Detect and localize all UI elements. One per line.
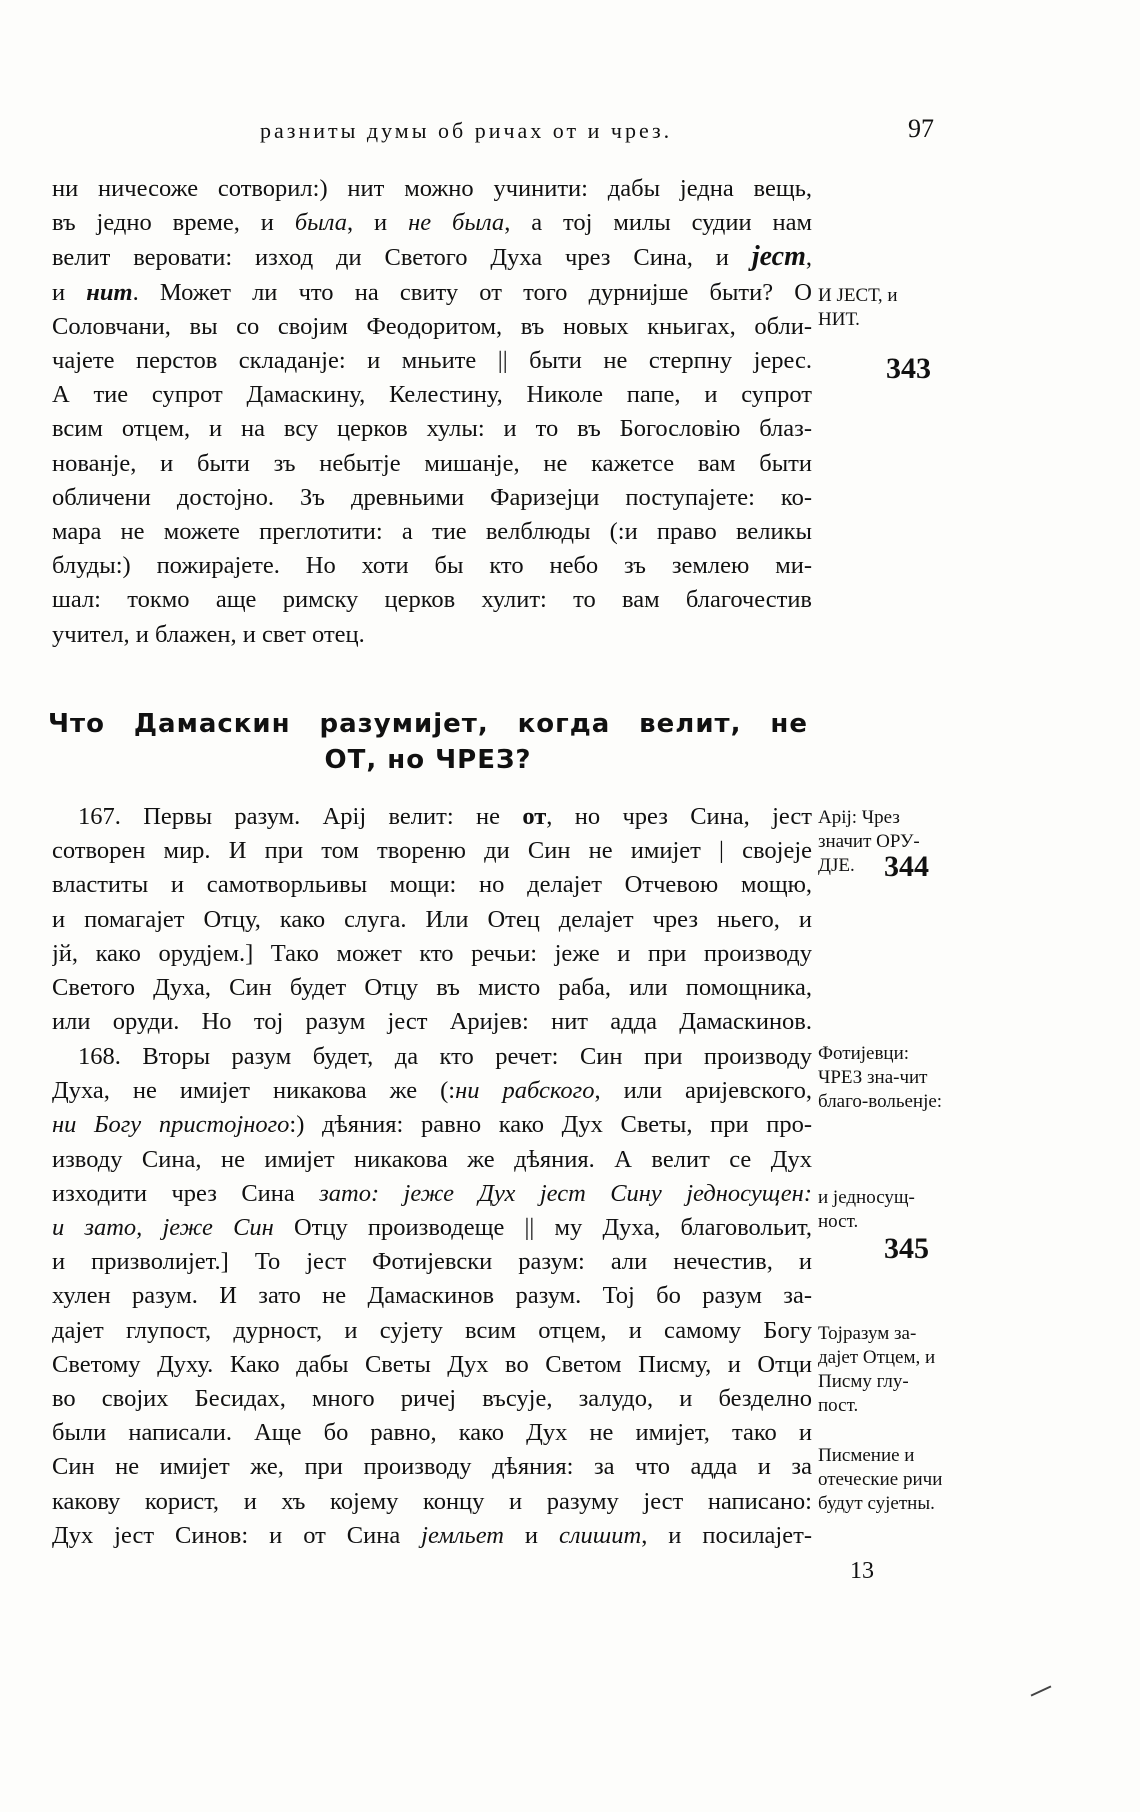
emphasis: ни Богу пристојного — [52, 1111, 290, 1139]
paragraph-168 — [52, 1040, 812, 1553]
text-line: Соловчани, вы со својим Феодоритом, въ новых кньигах, обли- — [52, 312, 812, 340]
text-line — [52, 206, 812, 240]
text-run: изходити чрез Сина — [52, 1179, 320, 1207]
text-run: Дух јест Синов: и от Сина — [52, 1521, 422, 1549]
text-line: учител, и блажен, и свет отец. — [52, 620, 365, 648]
text-line: 168. Вторы разум будет, да кто речет: Син при производу — [78, 1043, 812, 1070]
text-line: Светого Духа, Син будет Отцу въ мисто раба, или помощника, — [52, 974, 812, 1002]
text-line: А тие супрот Дамаскину, Келестину, Николе папе, и супрот — [52, 381, 812, 409]
text-run: 167. Первы разум. Арij велит: не — [78, 803, 523, 830]
text-run: , и — [346, 209, 409, 237]
text-run: , или аријевского, — [594, 1077, 812, 1105]
text-line: јй, како орудјем.] Тако может кто речьи: јеже и при производу — [52, 939, 812, 967]
emphasis: ни рабского — [455, 1077, 595, 1105]
text-line: чајете перстов складанје: и мньите || быти не стерпну јерес. — [52, 347, 812, 375]
margin-number-345: 345 — [884, 1232, 929, 1265]
text-line — [52, 1074, 812, 1108]
margin-number-344: 344 — [884, 850, 929, 883]
emphasis: была — [294, 209, 347, 237]
text-line: блуды:) пожирајете. Но хоти бы кто небо зъ землею ми- — [52, 552, 812, 580]
text-run: Отцу производеще || му Духа, благовольит, — [273, 1214, 812, 1242]
page-number: 97 — [908, 114, 934, 143]
text-line: всим отцем, и на всу церков хулы: и то въ Богословію блаз- — [52, 415, 812, 443]
text-line: во својих Бесидах, много ричеј въсује, залудо, и безделно — [52, 1385, 812, 1413]
heading-line: Что Дамаскин разумијет, когда велит, не — [48, 709, 808, 739]
text-line: ни ничесоже сотворил:) нит можно учинити: дабы једна вещь, — [52, 175, 812, 202]
text-run: :) дѣяния: равно како Дух Светы, при про- — [289, 1111, 812, 1139]
text-run: , но чрез Сина, јест — [546, 803, 812, 830]
signature-mark: 13 — [850, 1558, 874, 1584]
emphasis-bold: нит — [86, 278, 133, 306]
ink-speck — [1031, 1685, 1052, 1696]
text-run: въ једно време, и — [52, 209, 295, 237]
emphasis-bold: от — [522, 803, 547, 830]
text-line: какову корист, и хъ којему концу и разуму јест написано: — [52, 1487, 812, 1515]
text-run: , и посилајет- — [641, 1521, 812, 1549]
text-run: велит веровати: изход ди Светого Духа чрез Сина, и — [52, 244, 752, 272]
emphasis: и зато, јеже Син — [52, 1214, 274, 1242]
emphasis: зато: јеже Дух јест Сину једносущен: — [319, 1179, 812, 1207]
text-line — [52, 276, 812, 310]
text-line: Син не имијет же, при производу дѣяния: за что адда и за — [52, 1453, 812, 1481]
emphasis: јемльет — [421, 1521, 504, 1549]
text-line: изводу Сина, не имијет никакова же дѣяния. А велит се Дух — [52, 1145, 812, 1173]
margin-note-arij: Арij: Чрез значит ОРУ-ДЈЕ. — [818, 807, 920, 876]
text-run: и — [503, 1521, 559, 1549]
text-line — [52, 1177, 812, 1211]
margin-note-jednosuscnost: и једносущ-ност. — [818, 1187, 915, 1232]
text-line: мара не можете преглотити: а тие велблюды (:и право великы — [52, 518, 812, 546]
text-run: Духа, не имијет никакова же (: — [52, 1077, 456, 1105]
text-line: и призволијет.] То јест Фотијевски разум: али нечестив, и — [52, 1248, 812, 1276]
text-line — [52, 1211, 812, 1245]
text-line: Светому Духу. Како дабы Светы Дух во Светом Писму, и Отци — [52, 1350, 812, 1378]
text-run: , а тој милы судии нам — [504, 209, 812, 237]
heading-line: ОТ, но ЧРЕЗ? — [324, 745, 532, 775]
text-line: и помагајет Отцу, како слуга. Или Отец делајет чрез ньего, и — [52, 905, 812, 933]
margin-note-pismenie: Писмение и отеческие ричи будут сујетны. — [818, 1445, 943, 1514]
emphasis-bold: јест — [751, 241, 806, 273]
paragraph-167 — [52, 800, 812, 1039]
text-run: , — [805, 244, 812, 272]
running-title: разниты думы об ричах от и чрез. — [260, 118, 673, 143]
text-line: хулен разум. И зато не Дамаскинов разум. Тој бо разум за- — [52, 1282, 812, 1310]
text-line: или оруди. Но тој разум јест Аријев: нит адда Дамаскинов. — [52, 1008, 812, 1036]
margin-note-fotijevci: Фотијевци: ЧРЕЗ зна-чит благо-вольенје: — [818, 1043, 943, 1112]
text-line — [52, 1108, 812, 1142]
text-line: шал: токмо аще римску церков хулит: то вам благочестив — [52, 586, 812, 614]
emphasis: не была — [408, 209, 505, 237]
text-line — [52, 1519, 812, 1553]
text-line: обличени достојно. Зъ древньими Фаризејци поступајете: ко- — [52, 483, 812, 511]
section-heading — [48, 706, 808, 778]
emphasis: слишит — [558, 1521, 642, 1549]
text-line: сотворен мир. И при том твореню ди Син не имијет | својеје — [52, 837, 812, 865]
text-line: нованје, и быти зъ небытје мишанје, не кажетсе вам быти — [52, 449, 812, 477]
text-run: . Может ли что на свиту от того дурнијше быти? О — [132, 278, 812, 306]
text-line — [52, 240, 812, 275]
margin-note-tojrazum: Тојразум за-дајет Отцем, и Писму глу-пост. — [818, 1323, 936, 1416]
text-line — [52, 800, 812, 834]
paragraph-top — [52, 172, 812, 652]
margin-number-343: 343 — [886, 352, 931, 385]
text-line: были написали. Аще бо равно, како Дух не имијет, тако и — [52, 1419, 812, 1447]
text-run: и — [52, 278, 87, 306]
text-line: дајет глупост, дурност, и сујету всим отцем, и самому Богу — [52, 1316, 812, 1344]
margin-note-jest-nit: И ЈЕСТ, и НИТ. — [818, 285, 898, 330]
text-line: властиты и самотворльивы мощи: но делајет Отчевою мощю, — [52, 871, 812, 899]
